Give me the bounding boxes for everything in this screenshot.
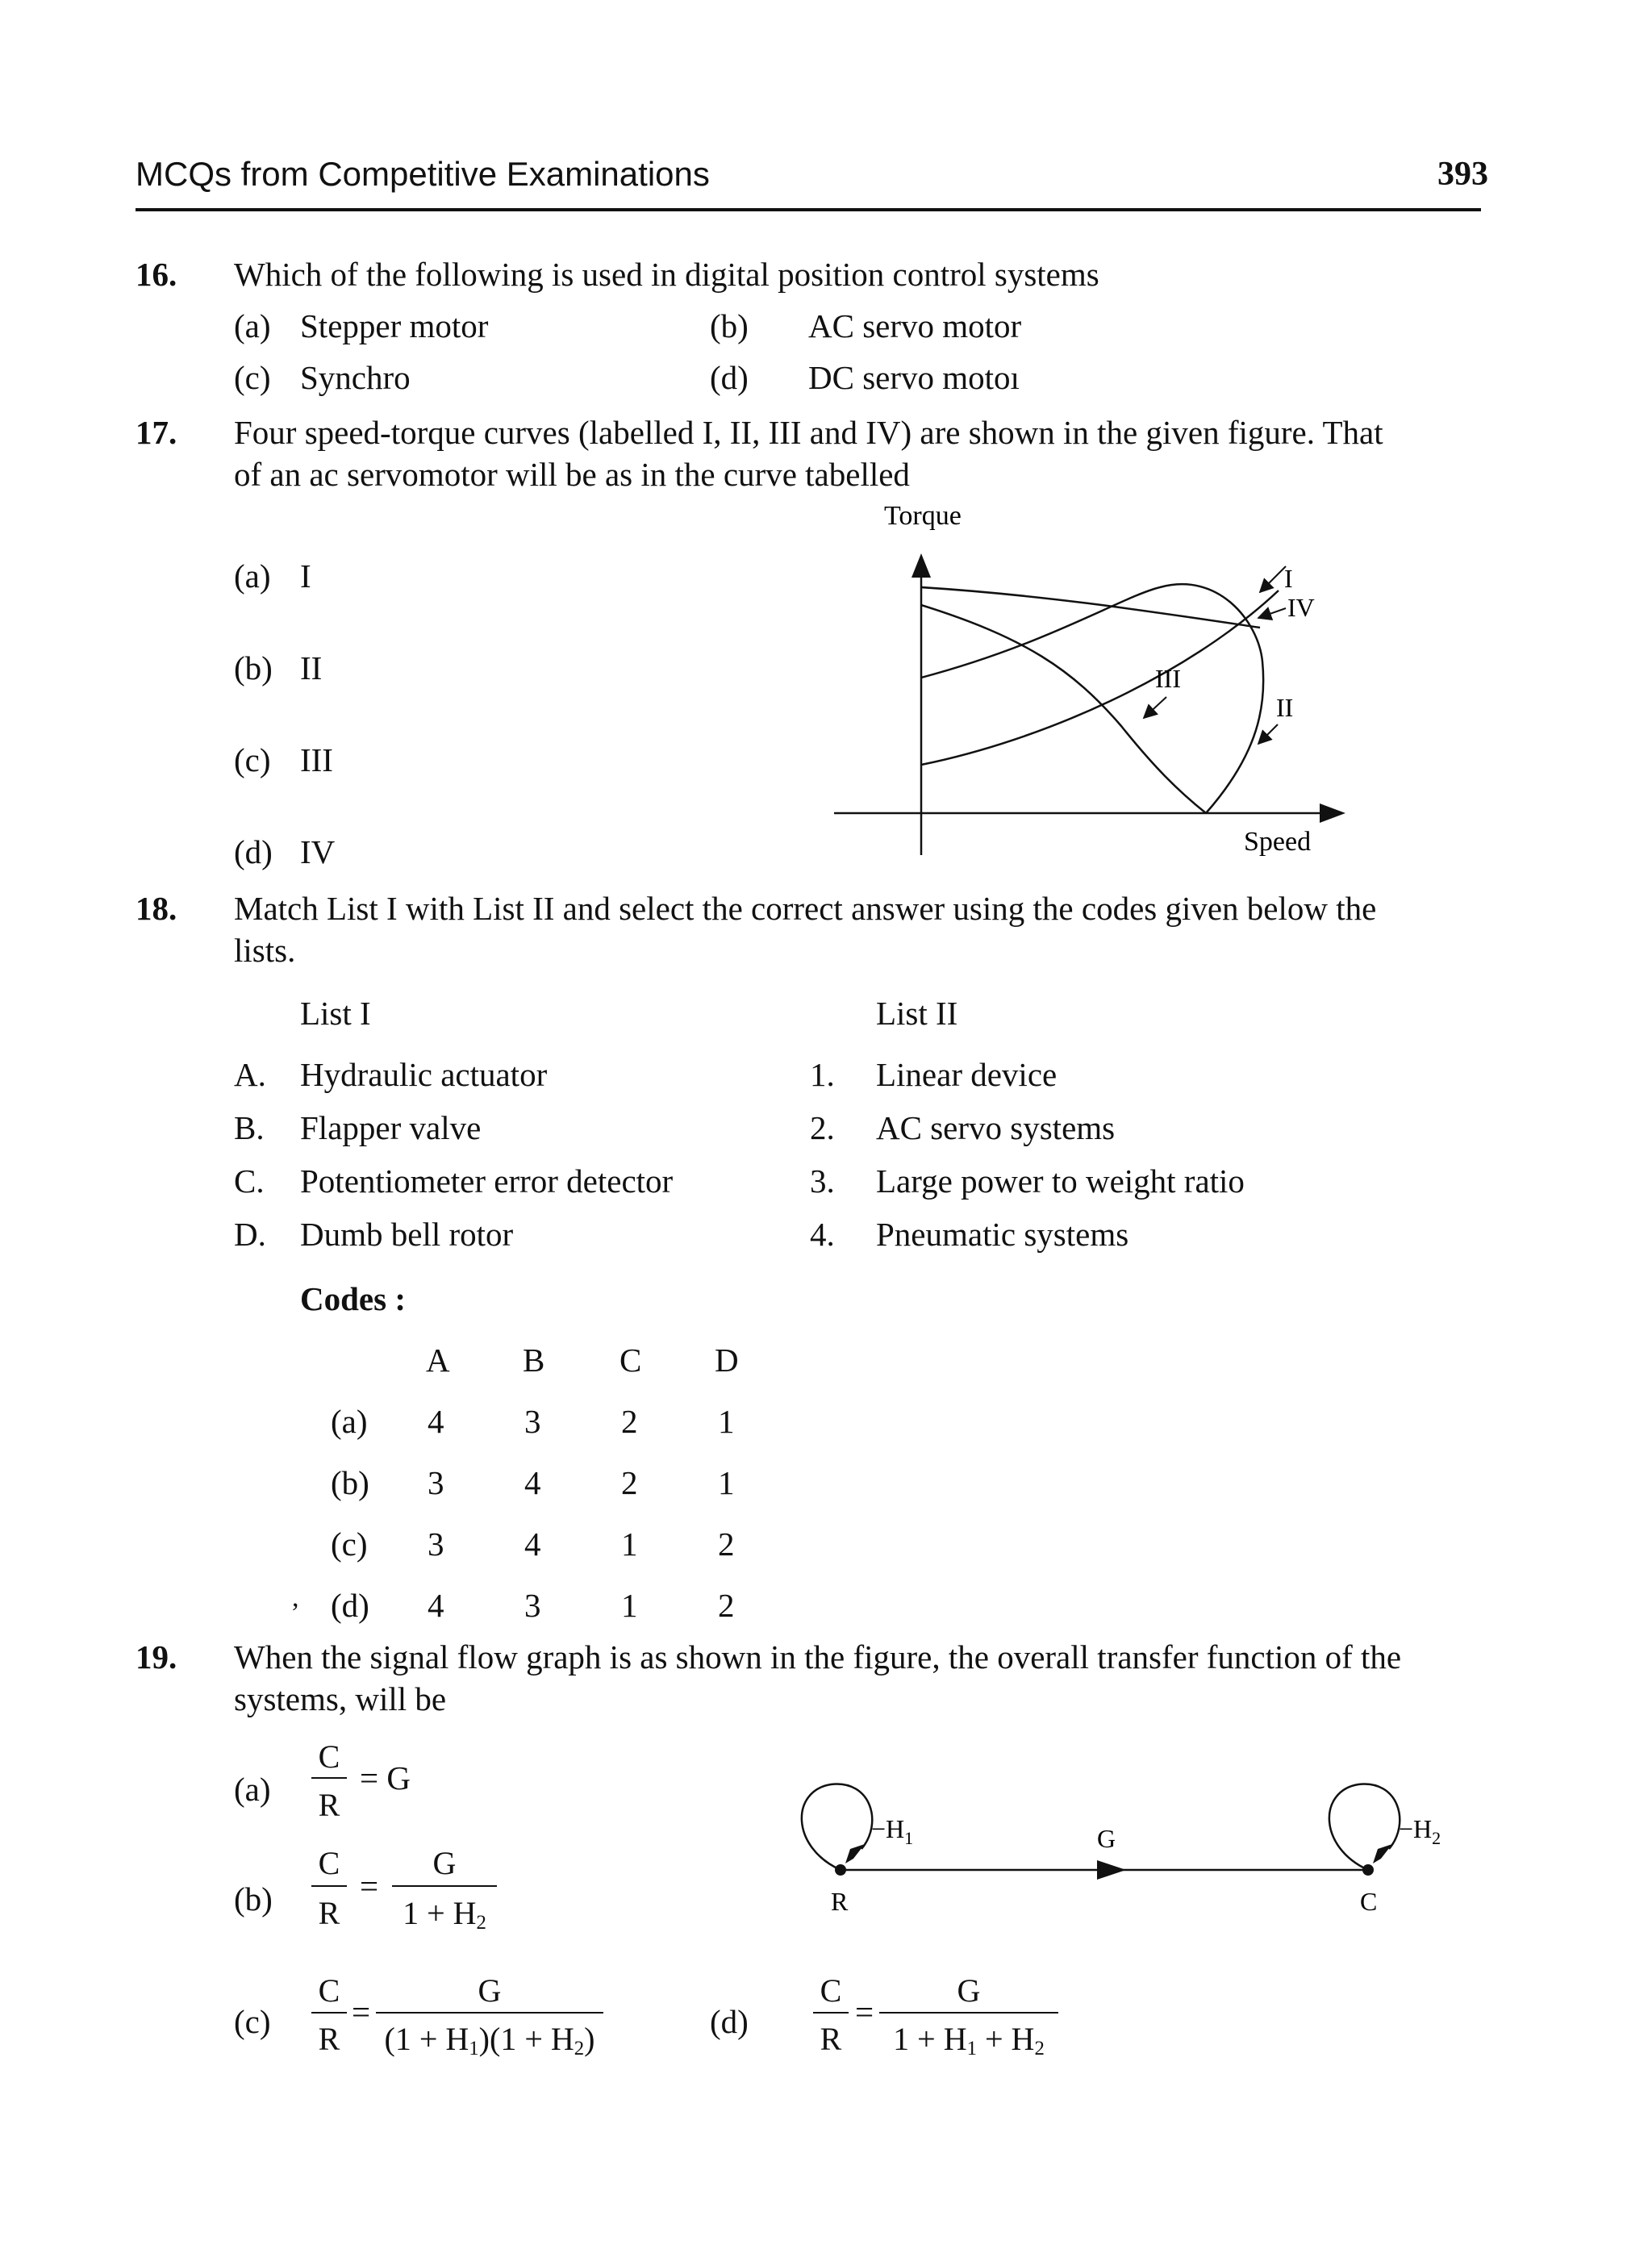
q19-option-b-label: (b) [234, 1880, 273, 1918]
q19-number: 19. [136, 1638, 177, 1676]
q19-text-line1: When the signal flow graph is as shown in the figure, the overall transfer function of the [234, 1638, 1402, 1676]
q19-c-fraction-bar [311, 2012, 347, 2014]
loop2-gain-main: −H [1399, 1814, 1433, 1843]
codes-row-c-A: 3 [428, 1525, 444, 1563]
loop1-gain-label [871, 1814, 913, 1848]
node-C-label: C [1360, 1887, 1378, 1916]
codes-row-d-B: 3 [524, 1587, 541, 1624]
q17-text-line1: Four speed-torque curves (labelled I, II, III and IV) are shown in the given figure. That [234, 414, 1383, 451]
self-loop-H2 [1329, 1784, 1400, 1870]
q19-b-numerator: C [318, 1845, 340, 1881]
q16-option-c-label: (c) [234, 359, 271, 396]
page-number: 393 [1437, 156, 1488, 193]
loop2-gain-label [1399, 1814, 1441, 1848]
q19-d-den-s2: 2 [1034, 2038, 1045, 2060]
loop1-gain-main: −H [871, 1814, 905, 1843]
curve-label-IV: IV [1287, 593, 1315, 622]
q19-d-numerator: C [820, 1972, 842, 2009]
q19-d-rhs-fraction-bar [879, 2012, 1058, 2014]
curve-label-III: III [1155, 664, 1181, 693]
curve-IV [921, 587, 1260, 628]
curve-II-pointer [1258, 724, 1278, 744]
list2-item-4: Pneumatic systems [876, 1216, 1129, 1253]
q16-text: Which of the following is used in digital position control systems [234, 256, 1099, 293]
codes-row-c-label: (c) [331, 1525, 368, 1563]
codes-row-a-label: (a) [331, 1403, 368, 1440]
q19-b-denominator: R [318, 1895, 340, 1931]
q16-option-d-text: DC servo motoı [808, 359, 1020, 396]
q19-b-rhs-fraction-bar [392, 1885, 497, 1887]
codes-row-d-C: 1 [621, 1587, 638, 1624]
codes-col-C: C [620, 1342, 642, 1379]
codes-row-b-B: 4 [524, 1464, 541, 1501]
loop2-gain-sub: 2 [1432, 1828, 1441, 1848]
q19-a-rhs: = G [360, 1759, 411, 1797]
q16-option-a-label: (a) [234, 307, 271, 344]
q17-option-c-text: III [300, 741, 333, 778]
q19-c-den-s2: 2 [574, 2038, 585, 2060]
list1-item-C: Potentiometer error detector [300, 1162, 674, 1200]
codes-row-c-B: 4 [524, 1525, 541, 1563]
q16-option-a-text: Stepper motor [300, 307, 489, 344]
branch-gain-label: G [1097, 1824, 1116, 1853]
q19-b-rhs-den-sub: 2 [476, 1912, 486, 1934]
q19-c-rhs-numerator: G [478, 1972, 502, 2009]
codes-row-b-D: 1 [718, 1464, 735, 1501]
q17-option-b-label: (b) [234, 649, 273, 686]
q17-option-d-label: (d) [234, 833, 273, 870]
q19-d-den-s1: 1 [966, 2038, 977, 2060]
list1-key-B: B. [234, 1109, 265, 1146]
q19-a-denominator: R [318, 1787, 340, 1823]
q19-d-rhs-numerator: G [957, 1972, 981, 2009]
codes-row-d-A: 4 [428, 1587, 444, 1624]
q19-c-equals: = [352, 1993, 371, 2030]
codes-row-d-label: (d) [331, 1587, 369, 1624]
q18-text-line1: Match List I with List II and select the correct answer using the codes given below the [234, 890, 1377, 927]
codes-row-a-B: 3 [524, 1403, 541, 1440]
codes-row-a-D: 1 [718, 1403, 735, 1440]
curve-label-II: II [1276, 693, 1294, 722]
codes-row-c-C: 1 [621, 1525, 638, 1563]
q19-c-den-p2: )(1 + H [478, 2021, 574, 2057]
codes-col-A: A [426, 1342, 450, 1379]
q19-c-numerator: C [318, 1972, 340, 2009]
curve-II [921, 584, 1263, 813]
list2-key-3: 3. [810, 1162, 835, 1200]
q18-number: 18. [136, 890, 177, 927]
list2-header: List II [876, 995, 958, 1032]
q19-option-a-label: (a) [234, 1771, 271, 1808]
q19-c-denominator: R [318, 2021, 340, 2057]
codes-col-D: D [715, 1342, 739, 1379]
q16-option-b-text: AC servo motor [808, 307, 1022, 344]
q19-option-c-label: (c) [234, 2003, 271, 2040]
list1-key-A: A. [234, 1056, 266, 1093]
torque-axis-label: Torque [884, 501, 962, 531]
q19-b-fraction-bar [311, 1885, 347, 1887]
signal-flow-graph [774, 1759, 1484, 1920]
node-R-label: R [831, 1887, 849, 1916]
y-axis-arrow-icon [912, 553, 931, 578]
curve-label-I: I [1284, 564, 1293, 593]
list2-item-1: Linear device [876, 1056, 1058, 1093]
header-rule [136, 208, 1481, 211]
node-R [835, 1864, 846, 1876]
q19-d-rhs-denominator [879, 2023, 1058, 2059]
curve-III-pointer [1144, 697, 1166, 718]
curve-III [921, 605, 1206, 813]
q19-d-den-p1: 1 + H [893, 2021, 967, 2057]
q19-b-equals: = [360, 1867, 379, 1905]
codes-label: Codes : [300, 1280, 406, 1317]
codes-row-b-A: 3 [428, 1464, 444, 1501]
q19-text-line2: systems, will be [234, 1680, 447, 1717]
speed-axis-label: Speed [1244, 827, 1312, 857]
codes-row-c-D: 2 [718, 1525, 735, 1563]
codes-col-B: B [523, 1342, 545, 1379]
q19-option-d-label: (d) [710, 2003, 749, 2040]
node-C [1362, 1864, 1374, 1876]
list1-key-C: C. [234, 1162, 265, 1200]
curve-IV-pointer [1258, 608, 1286, 618]
list2-key-1: 1. [810, 1056, 835, 1093]
list2-item-3: Large power to weight ratio [876, 1162, 1245, 1200]
q17-option-a-label: (a) [234, 557, 271, 595]
q19-c-den-p1: (1 + H [384, 2021, 469, 2057]
codes-row-b-C: 2 [621, 1464, 638, 1501]
q19-d-equals: = [855, 1993, 874, 2030]
list1-item-D: Dumb bell rotor [300, 1216, 514, 1253]
q19-b-rhs-den-main: 1 + H [403, 1895, 477, 1931]
list2-key-2: 2. [810, 1109, 835, 1146]
speed-torque-figure [807, 500, 1387, 871]
x-axis-arrow-icon [1320, 803, 1345, 823]
q19-d-den-p2: + H [977, 2021, 1035, 2057]
q19-c-rhs-denominator [376, 2023, 603, 2059]
q19-d-fraction-bar [813, 2012, 849, 2014]
q17-option-a-text: I [300, 557, 311, 595]
curve-I [921, 590, 1279, 765]
answer-tick-mark: , [292, 1583, 299, 1613]
codes-row-a-A: 4 [428, 1403, 444, 1440]
q17-number: 17. [136, 414, 177, 451]
q17-option-b-text: II [300, 649, 323, 686]
q16-option-d-label: (d) [710, 359, 749, 396]
self-loop-H1-arrow-icon [845, 1844, 865, 1863]
self-loop-H1 [802, 1784, 872, 1870]
q19-a-fraction-bar [311, 1777, 347, 1779]
running-title: MCQs from Competitive Examinations [136, 155, 710, 193]
q16-number: 16. [136, 256, 177, 293]
loop1-gain-sub: 1 [904, 1828, 914, 1848]
q17-option-c-label: (c) [234, 741, 271, 778]
list1-key-D: D. [234, 1216, 266, 1253]
q17-option-d-text: IV [300, 833, 336, 870]
branch-arrow-icon [1097, 1860, 1126, 1880]
list2-item-2: AC servo systems [876, 1109, 1116, 1146]
q19-b-rhs-denominator [392, 1897, 497, 1934]
q19-c-den-p3: ) [584, 2021, 595, 2057]
q19-d-denominator: R [820, 2021, 842, 2057]
q16-option-c-text: Synchro [300, 359, 411, 396]
q16-option-b-label: (b) [710, 307, 749, 344]
q19-a-numerator: C [318, 1738, 340, 1775]
list1-item-A: Hydraulic actuator [300, 1056, 548, 1093]
self-loop-H2-arrow-icon [1373, 1844, 1392, 1863]
codes-row-d-D: 2 [718, 1587, 735, 1624]
curve-I-pointer [1260, 566, 1286, 592]
q19-c-den-s1: 1 [469, 2038, 479, 2060]
codes-row-a-C: 2 [621, 1403, 638, 1440]
q18-text-line2: lists. [234, 932, 296, 969]
q19-c-rhs-fraction-bar [376, 2012, 603, 2014]
q17-text-line2: of an ac servomotor will be as in the curve tabelled [234, 456, 910, 493]
list1-header: List I [300, 995, 371, 1032]
list2-key-4: 4. [810, 1216, 835, 1253]
codes-row-b-label: (b) [331, 1464, 369, 1501]
list1-item-B: Flapper valve [300, 1109, 482, 1146]
q19-b-rhs-numerator: G [432, 1845, 457, 1881]
